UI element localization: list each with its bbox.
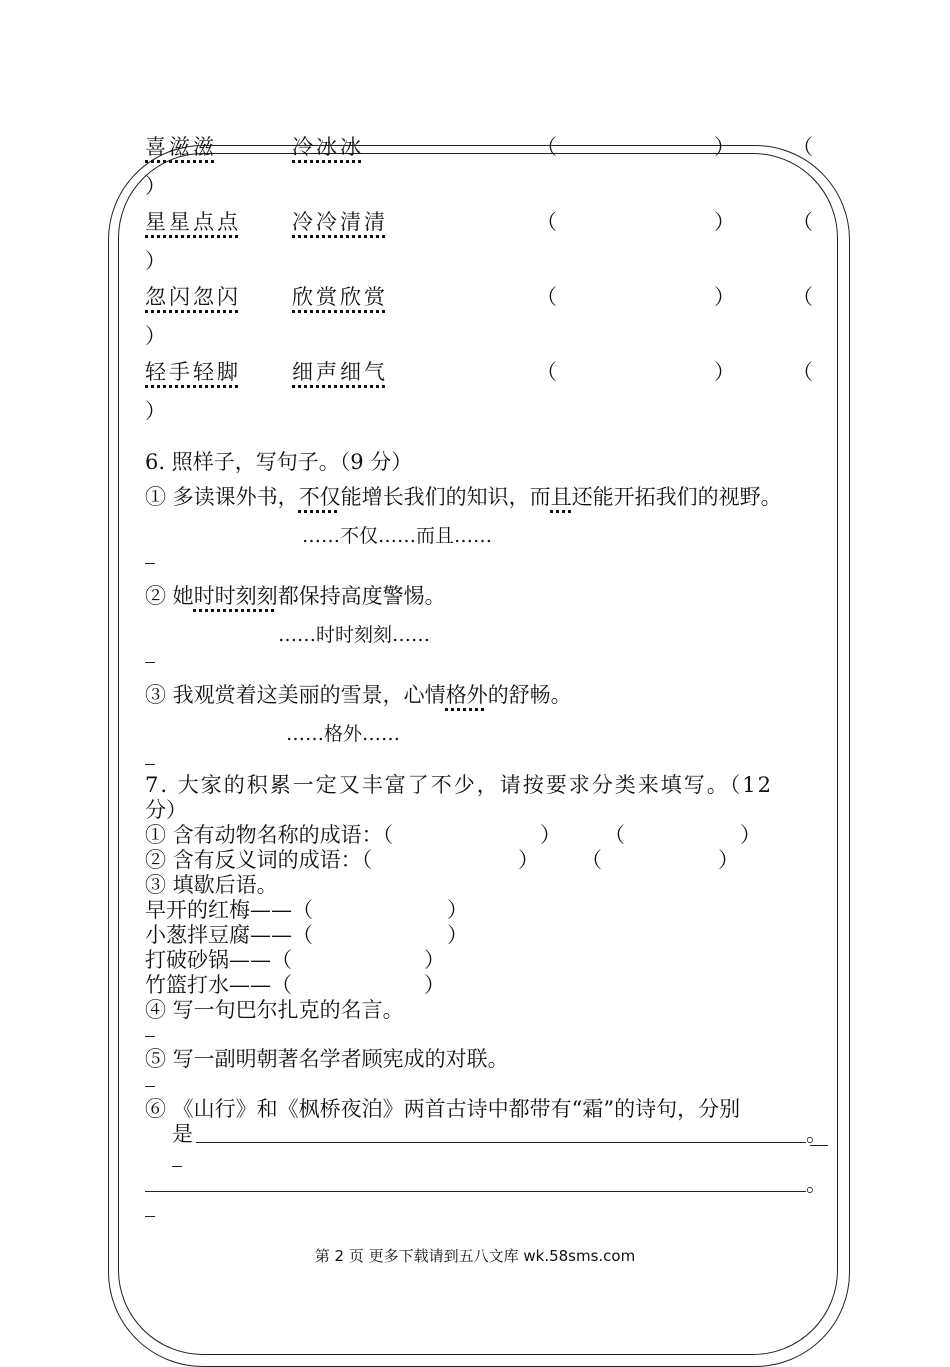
xiehouyu-label: ③ 填歇后语。 xyxy=(145,873,278,897)
dotted-word: 格外 xyxy=(445,683,488,707)
balzac-quote-prompt: ④ 写一句巴尔扎克的名言。 xyxy=(145,998,404,1022)
answer-line[interactable] xyxy=(172,1166,182,1167)
paren: ） xyxy=(424,973,445,997)
dotted-word: 时时刻刻 xyxy=(193,584,278,608)
paren: （ xyxy=(536,285,557,309)
paren: （ xyxy=(792,210,813,234)
poem-prompt: ⑥ 《山行》和《枫桥夜泊》两首古诗中都带有“霜”的诗句，分别 xyxy=(145,1097,741,1121)
period: 。 xyxy=(806,1122,827,1146)
word: 细声细气 xyxy=(292,360,388,384)
answer-line[interactable] xyxy=(145,662,155,663)
text: 早开的红梅——（ xyxy=(145,898,313,922)
text: 小葱拌豆腐——（ xyxy=(145,923,313,947)
word: 冷冰冰 xyxy=(292,135,364,159)
paren: ） xyxy=(424,948,445,972)
couplet-prompt: ⑤ 写一副明朝著名学者顾宪成的对联。 xyxy=(145,1047,509,1071)
word: 轻手轻脚 xyxy=(145,360,241,384)
text: ③ 我观赏着这美丽的雪景，心情 xyxy=(145,683,446,707)
q6-pattern-3: ……格外…… xyxy=(286,723,401,745)
q7-title-cont: 分） xyxy=(145,798,187,822)
period: 。 xyxy=(806,1172,827,1196)
answer-line[interactable] xyxy=(145,1191,806,1192)
paren: ） xyxy=(447,923,468,947)
word: 冷冷清清 xyxy=(292,210,388,234)
label: ① 含有动物名称的成语：（ xyxy=(145,823,394,847)
paren: （ xyxy=(536,135,557,159)
q6-sentence-1 xyxy=(145,484,782,510)
q6-pattern-1: ……不仅……而且…… xyxy=(302,525,493,547)
paren: （ xyxy=(604,823,625,847)
text: 都保持高度警惕。 xyxy=(277,584,446,608)
paren: ） xyxy=(145,174,166,198)
dotted-word: 不仅 xyxy=(298,485,341,509)
answer-line-tail xyxy=(810,1145,828,1146)
paren: ） xyxy=(714,285,735,309)
page-footer: 第 2 页 更多下载请到五八文库 wk.58sms.com xyxy=(314,1247,636,1265)
paren: ） xyxy=(540,823,561,847)
q6-pattern-2: ……时时刻刻…… xyxy=(278,624,431,646)
paren: ） xyxy=(145,399,166,423)
paren: （ xyxy=(792,360,813,384)
answer-line[interactable] xyxy=(145,1036,155,1037)
paren: （ xyxy=(536,360,557,384)
q6-sentence-3 xyxy=(145,682,572,708)
text: ① 多读课外书， xyxy=(145,485,299,509)
text: 打破砂锅——（ xyxy=(145,948,292,972)
label: ② 含有反义词的成语：（ xyxy=(145,848,373,872)
paren: （ xyxy=(536,210,557,234)
paren: ） xyxy=(740,823,761,847)
word: 欣赏欣赏 xyxy=(292,285,388,309)
paren: ） xyxy=(714,360,735,384)
text: ② 她 xyxy=(145,584,194,608)
paren: ） xyxy=(518,848,539,872)
paren: ） xyxy=(145,249,166,273)
poem-prompt-cont: 是 xyxy=(172,1122,193,1146)
text: 竹篮打水——（ xyxy=(145,973,292,997)
q6-sentence-2 xyxy=(145,583,446,609)
q6-title: 6. 照样子，写句子。（9 分） xyxy=(145,450,413,474)
word: 星星点点 xyxy=(145,210,241,234)
paren: ） xyxy=(145,324,166,348)
answer-line[interactable] xyxy=(145,1216,155,1217)
paren: （ xyxy=(792,135,813,159)
word: 喜滋滋 xyxy=(145,135,217,159)
q7-title: 7. 大家的积累一定又丰富了不少，请按要求分类来填写。（12 xyxy=(145,773,773,797)
paren: ） xyxy=(447,898,468,922)
paren: （ xyxy=(581,848,602,872)
page-border-outer xyxy=(108,145,850,1367)
answer-line[interactable] xyxy=(145,563,155,564)
paren: ） xyxy=(718,848,739,872)
answer-line[interactable] xyxy=(145,1086,155,1087)
answer-line[interactable] xyxy=(145,764,155,765)
page-border-inner xyxy=(118,153,838,1355)
word: 忽闪忽闪 xyxy=(145,285,241,309)
answer-line[interactable] xyxy=(196,1142,806,1143)
paren: ） xyxy=(714,210,735,234)
text: 的舒畅。 xyxy=(487,683,572,707)
paren: （ xyxy=(792,285,813,309)
paren: ） xyxy=(714,135,735,159)
dotted-word: 且 xyxy=(550,485,572,509)
text: 能增长我们的知识，而 xyxy=(340,485,551,509)
text: 还能开拓我们的视野。 xyxy=(571,485,782,509)
